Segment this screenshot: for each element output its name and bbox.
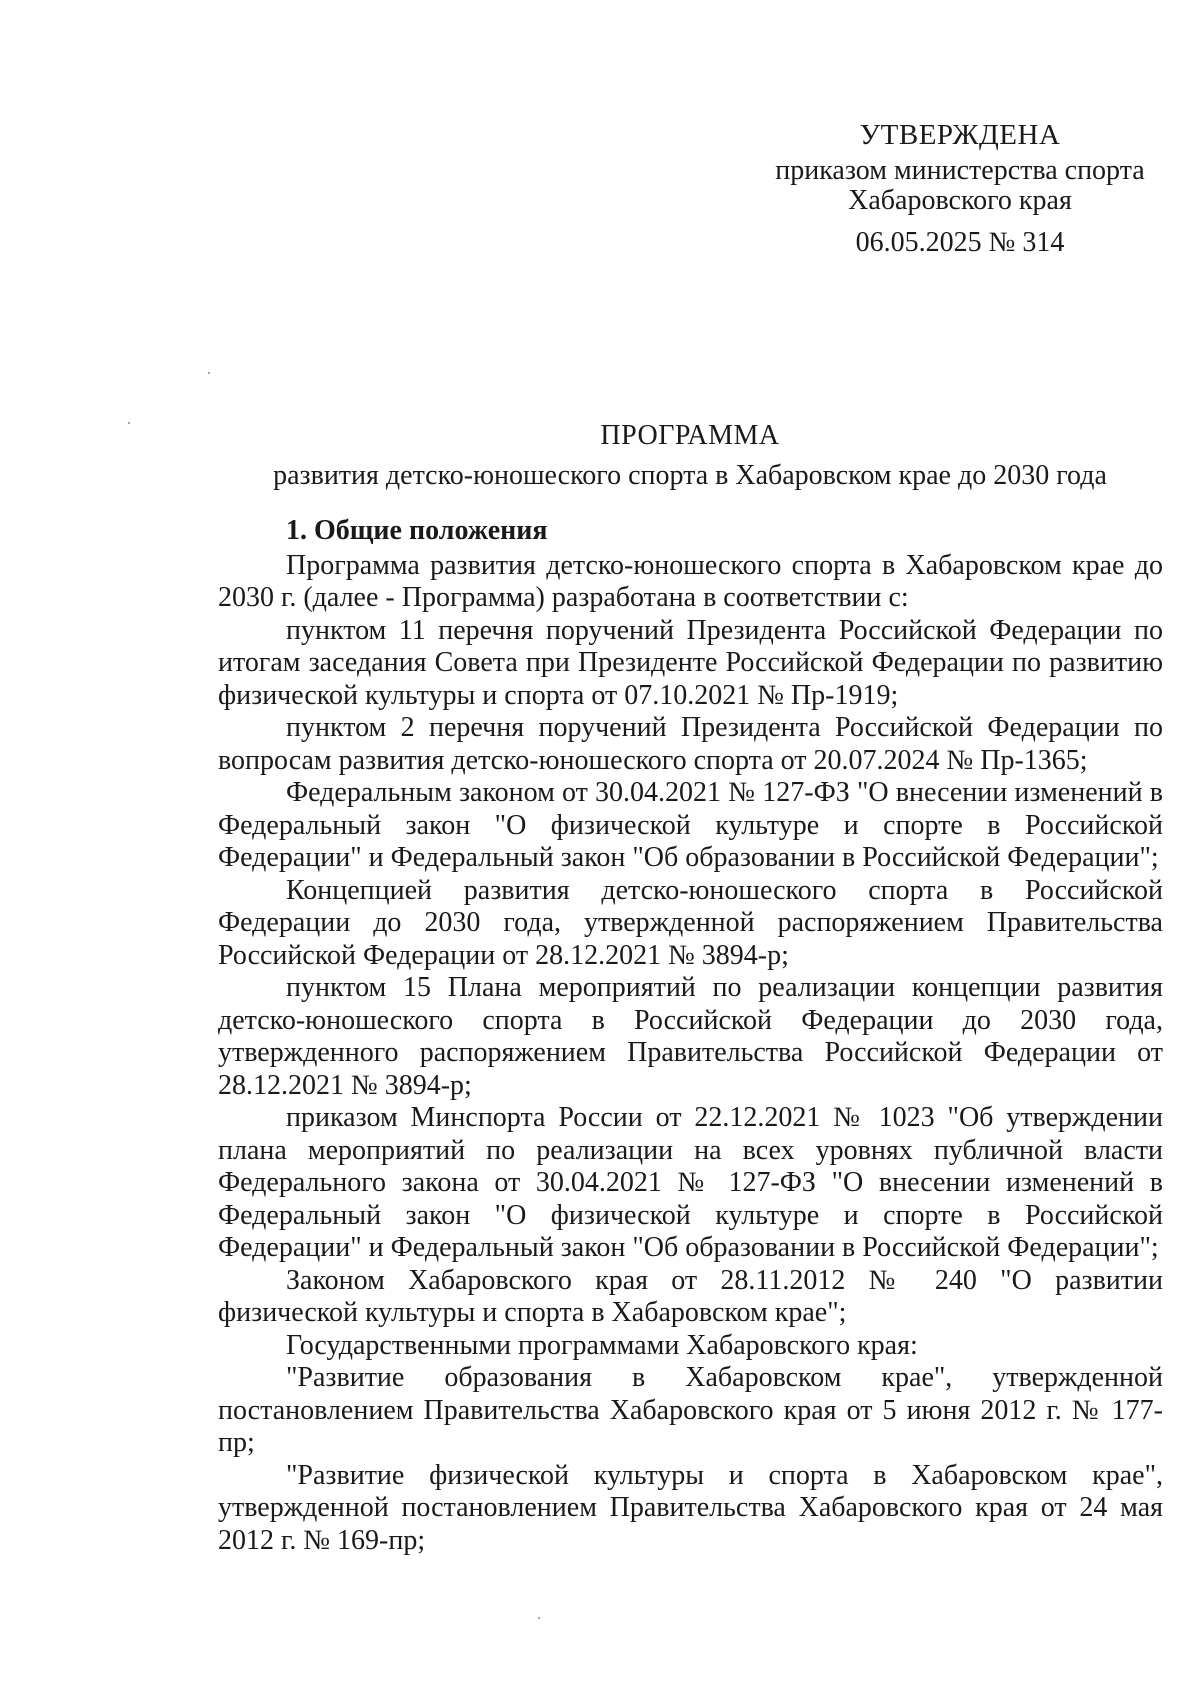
program-subtitle: развития детско-юношеского спорта в Хабаровском крае до 2030 года [273,460,1107,491]
approval-line-1: приказом министерства спорта [775,155,1145,186]
approval-line-2: Хабаровского края [848,185,1072,216]
section-heading: 1. Общие положения [286,515,548,546]
paragraph: пунктом 15 Плана мероприятий по реализации концепции развития детско-юношеского спорта в Российской Федерации до 2030 года, утвержденного распоряжением Правительства Российской Федерации от 28.12.2021 № 3894-р; [218,972,1163,1101]
scan-speck [208,372,210,374]
paragraph: "Развитие физической культуры и спорта в Хабаровском крае", утвержденной постановлением Правительства Хабаровского края от 24 мая 2012 г. № 169-пр; [218,1459,1163,1556]
approval-stamp-block [760,118,1160,260]
paragraph: "Развитие образования в Хабаровском крае", утвержденной постановлением Правительства Хабаровского края от 5 июня 2012 г. № 177-пр; [218,1362,1163,1458]
program-title: ПРОГРАММА [600,420,780,451]
paragraph: Законом Хабаровского края от 28.11.2012 № 240 "О развитии физической культуры и спорта в Хабаровском крае"; [218,1264,1163,1328]
scan-speck [538,1617,540,1619]
paragraph: Государственными программами Хабаровского края: [286,1329,918,1361]
paragraph: Федеральным законом от 30.04.2021 № 127-ФЗ "О внесении изменений в Федеральный закон "О физической культуре и спорте в Российской Федерации" и Федеральный закон "Об образовании в Российской Федерации"; [218,777,1163,873]
paragraph: Программа развития детско-юношеского спорта в Хабаровском крае до 2030 г. (далее - Программа) разработана в соответствии с: [218,549,1163,613]
paragraph: Концепцией развития детско-юношеского спорта в Российской Федерации до 2030 года, утвержденной распоряжением Правительства Российской Федерации от 28.12.2021 № 3894-р; [218,874,1163,971]
approval-date-number: 06.05.2025 № 314 [855,227,1065,258]
program-title-block [230,418,1150,494]
paragraph: пунктом 2 перечня поручений Президента Российской Федерации по вопросам развития детско-юношеского спорта от 20.07.2024 № Пр-1365; [218,712,1163,776]
paragraph: пунктом 11 перечня поручений Президента Российской Федерации по итогам заседания Совета при Президенте Российской Федерации по развитию физической культуры и спорта от 07.10.2021 № Пр-1919; [218,614,1163,711]
scan-speck [128,422,130,424]
approval-heading: УТВЕРЖДЕНА [859,119,1061,151]
paragraph: приказом Минспорта России от 22.12.2021 № 1023 "Об утверждении плана мероприятий по реализации на всех уровнях публичной власти Федерального закона от 30.04.2021 № 127-ФЗ "О внесении изменений в Федеральный закон "О физической культуре и спорте в Российской Федерации" и Федеральный закон "Об образовании в Российской Федерации"; [218,1102,1163,1263]
document-body [218,515,1163,1557]
